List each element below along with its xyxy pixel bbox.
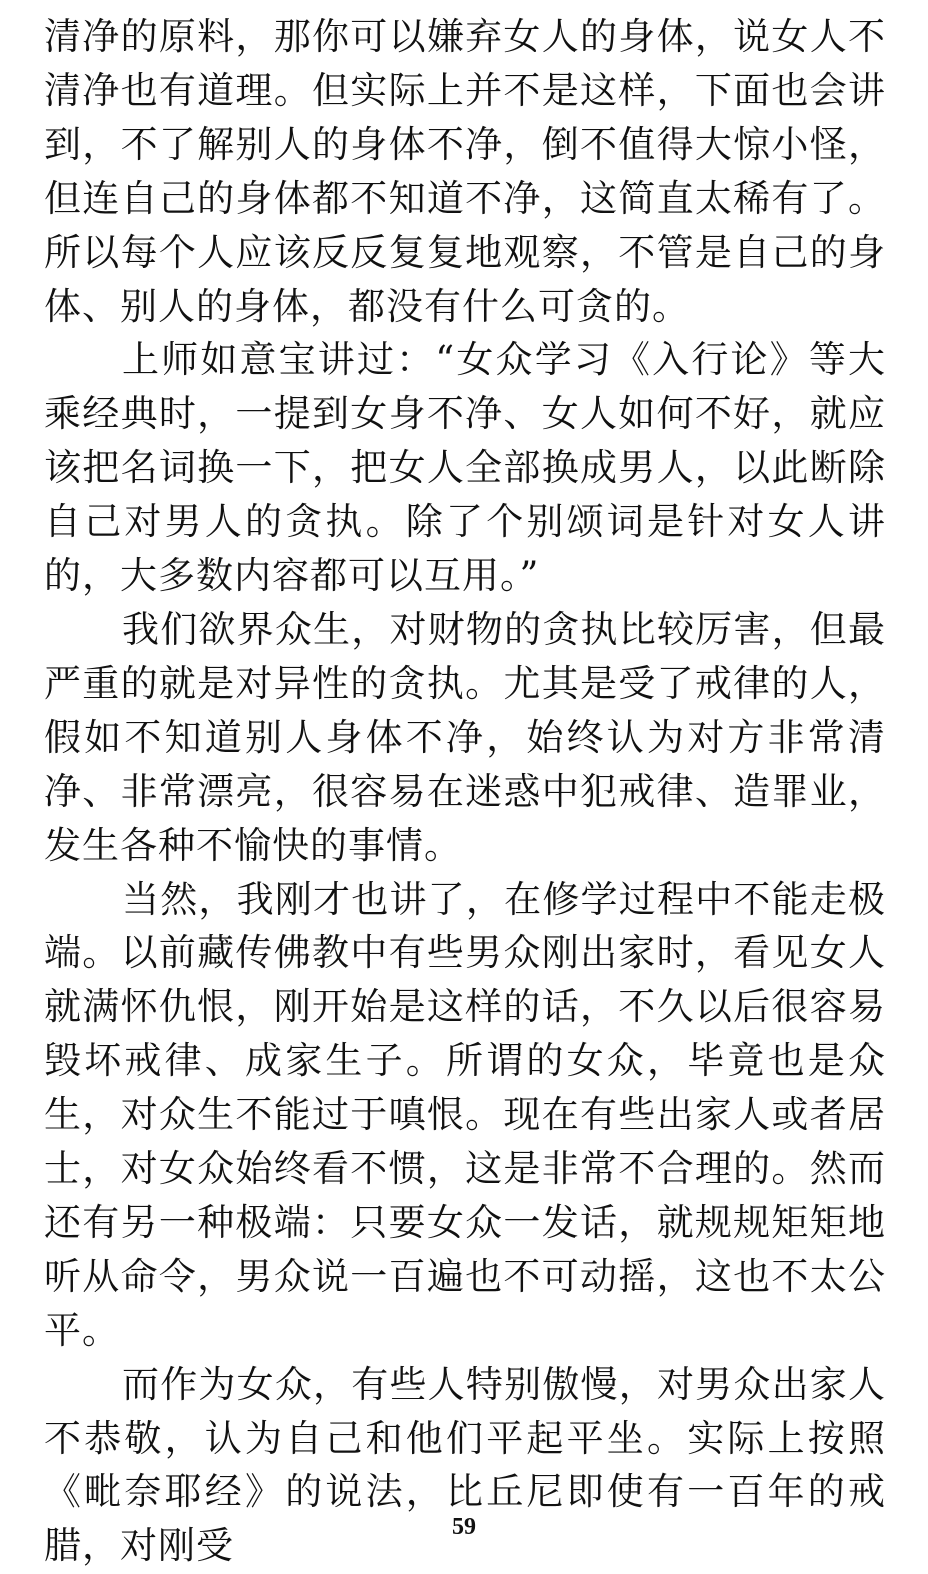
body-text [44,10,886,1573]
paragraph-2: 上师如意宝讲过：“女众学习《入行论》等大乘经典时，一提到女身不净、女人如何不好，就应该把名词换一下，把女人全部换成男人，以此断除自己对男人的贪执。除了个别颂词是针对女人讲的，大多数内容都可以互用。” [44,338,886,598]
paragraph-1: 清净的原料，那你可以嫌弃女人的身体，说女人不清净也有道理。但实际上并不是这样，下面也会讲到，不了解别人的身体不净，倒不值得大惊小怪，但连自己的身体都不知道不净，这简直太稀有了。所以每个人应该反反复复地观察，不管是自己的身体、别人的身体，都没有什么可贪的。 [44,15,886,328]
paragraph-5: 而作为女众，有些人特别傲慢，对男众出家人不恭敬，认为自己和他们平起平坐。实际上按照《毗奈耶经》的说法，比丘尼即使有一百年的戒腊，对刚受 [44,1362,886,1568]
paragraph-4: 当然，我刚才也讲了，在修学过程中不能走极端。以前藏传佛教中有些男众刚出家时，看见女人就满怀仇恨，刚开始是这样的话，不久以后很容易毁坏戒律、成家生子。所谓的女众，毕竟也是众生，对众生不能过于嗔恨。现在有些出家人或者居士，对女众始终看不惯，这是非常不合理的。然而还有另一种极端：只要女众一发话，就规规矩矩地听从命令，男众说一百遍也不可动摇，这也不太公平。 [44,877,886,1352]
paragraph-3: 我们欲界众生，对财物的贪执比较厉害，但最严重的就是对异性的贪执。尤其是受了戒律的人，假如不知道别人身体不净，始终认为对方非常清净、非常漂亮，很容易在迷惑中犯戒律、造罪业，发生各种不愉快的事情。 [44,607,886,867]
page-number: 59 [452,1514,476,1540]
